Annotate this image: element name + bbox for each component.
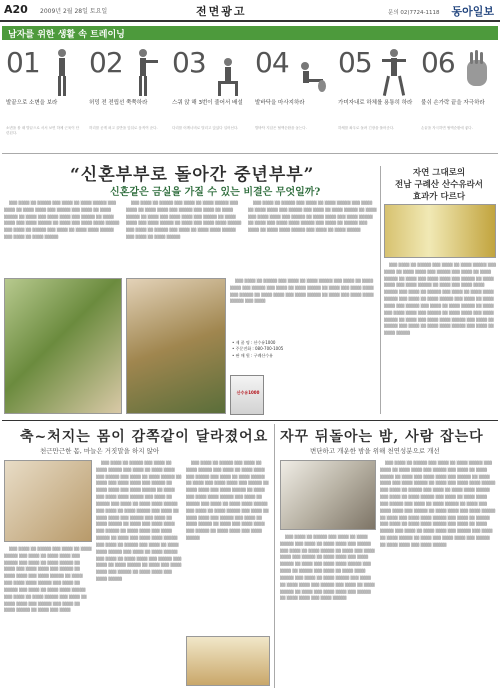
exercise-desc: 손끝을 자극하면 혈액순환에 좋다. — [421, 126, 473, 130]
ad2-body-text: ▒▒▒ ▒▒▒▒ ▒▒ ▒▒▒▒▒ ▒▒▒ ▒▒▒▒ ▒▒ ▒▒▒▒ ▒▒▒▒▒ ▒▒▒ ▒▒▒▒ ▒▒ ▒▒▒▒ ▒▒▒▒ ▒▒▒ ▒▒▒▒▒ ▒▒▒ ▒▒▒▒ ▒▒ ▒▒▒▒ ▒▒▒▒▒ ▒▒ ▒▒▒▒ ▒▒▒ ▒▒▒▒ ▒▒▒▒ ▒▒▒ ▒▒▒▒▒ ▒▒ ▒▒▒▒ ▒▒▒▒ ▒▒▒ ▒▒▒▒ ▒▒▒▒▒ ▒▒ ▒▒▒▒ ▒▒▒ ▒▒▒▒ ▒▒▒▒ ▒▒▒▒▒ ▒▒▒ ▒▒▒▒ ▒▒ ▒▒▒▒▒ ▒▒▒ ▒▒▒▒ ▒▒ ▒▒▒▒ ▒▒▒▒ ▒▒▒▒▒ ▒▒▒ ▒▒▒▒ ▒▒ ▒▒▒▒ ▒▒▒▒▒ ▒▒▒ ▒▒▒▒ ▒▒ ▒▒▒▒ ▒▒▒▒ ▒▒▒ ▒▒▒▒▒ ▒▒▒ ▒▒▒▒ ▒▒ ▒▒▒▒ ▒▒▒▒▒ ▒▒ ▒▒▒▒ ▒▒▒ ▒▒▒▒ ▒▒▒▒ ▒▒▒ ▒▒▒▒▒ ▒▒ ▒▒▒▒ ▒▒▒▒ ▒▒▒ ▒▒▒▒ ▒▒▒▒▒ ▒▒ ▒▒▒▒ ▒▒▒ ▒▒▒▒ ▒▒▒▒ ▒▒▒▒▒ ▒▒▒ ▒▒▒▒ ▒▒ ▒▒▒▒▒ ▒▒▒ ▒▒▒▒ ▒▒ ▒▒▒▒ ▒▒▒▒ ▒▒▒▒▒ ▒▒▒ ▒▒▒▒ ▒▒ ▒▒▒▒ ▒▒▒▒▒ ▒▒▒ ▒▒▒▒ ▒▒ ▒▒▒▒ ▒▒▒▒ ▒▒▒ ▒▒▒▒▒ ▒▒▒ ▒▒▒▒ ▒▒ ▒▒▒▒ ▒▒▒▒▒ ▒▒ ▒▒▒▒ ▒▒▒ ▒▒▒▒ ▒▒▒▒ ▒▒▒ ▒▒▒▒▒ ▒▒ ▒▒▒▒ ▒▒▒▒ ▒▒▒ ▒▒▒▒ ▒▒▒▒▒ — [96, 461, 182, 582]
section-title: 전면광고 — [196, 5, 247, 18]
exercise-desc: 소변을 볼 때 발끝으로 서서 보면 하체 근육이 단련된다. — [6, 126, 80, 136]
exercise-item — [2, 42, 84, 154]
ad1-side-heading — [382, 166, 496, 202]
exercise-item — [168, 42, 250, 154]
banner-title: 남자를 위한 생활 속 트레이닝 — [8, 30, 125, 40]
ad3-headline: 자꾸 뒤돌아는 밤, 사람 잡는다 — [280, 429, 484, 445]
ad3-body-text: ▒▒▒ ▒▒▒▒ ▒▒ ▒▒▒▒▒ ▒▒▒ ▒▒▒▒ ▒▒ ▒▒▒▒ ▒▒▒▒▒ ▒▒▒ ▒▒▒▒ ▒▒ ▒▒▒▒ ▒▒▒▒ ▒▒▒ ▒▒▒▒▒ ▒▒▒ ▒▒▒▒ ▒▒ ▒▒▒▒ ▒▒▒▒▒ ▒▒ ▒▒▒▒ ▒▒▒ ▒▒▒▒ ▒▒▒▒ ▒▒▒ ▒▒▒▒▒ ▒▒ ▒▒▒▒ ▒▒▒▒ ▒▒▒ ▒▒▒▒ ▒▒▒▒▒ ▒▒ ▒▒▒▒ ▒▒▒ ▒▒▒▒ ▒▒▒▒ ▒▒▒▒▒ ▒▒▒ ▒▒▒▒ ▒▒ ▒▒▒▒▒ ▒▒▒ ▒▒▒▒ ▒▒ ▒▒▒▒ ▒▒▒▒ ▒▒▒▒▒ ▒▒▒ ▒▒▒▒ ▒▒ ▒▒▒▒ ▒▒▒▒▒ ▒▒▒ ▒▒▒▒ ▒▒ ▒▒▒▒ ▒▒▒▒ ▒▒▒ ▒▒▒▒▒ ▒▒▒ ▒▒▒▒ ▒▒ ▒▒▒▒ ▒▒▒▒▒ ▒▒ ▒▒▒▒ ▒▒▒ ▒▒▒▒ ▒▒▒▒ ▒▒▒ ▒▒▒▒▒ ▒▒ ▒▒▒▒ ▒▒▒▒ ▒▒▒ ▒▒▒▒ ▒▒▒▒▒ — [280, 535, 375, 601]
page-number: A20 — [4, 3, 28, 16]
exercise-figure-icon — [46, 46, 78, 100]
exercise-item — [334, 42, 416, 154]
page-header — [0, 0, 500, 22]
exercise-desc: 허리를 곧게 펴고 골반을 앞뒤로 움직여 준다. — [89, 126, 158, 130]
exercise-number: 02 — [89, 46, 123, 79]
flower-photo — [384, 204, 496, 258]
exercise-figure-icon — [461, 46, 493, 100]
exercise-label: 허밍 전 전립선 쭉쭉하라 — [89, 100, 148, 106]
exercise-number: 05 — [338, 46, 372, 79]
ad1-side-line: 효과가 다르다 — [412, 192, 466, 202]
exercise-desc: 다리를 어깨너비로 벌리고 앉았다 일어선다. — [172, 126, 239, 130]
exercise-figure-icon — [378, 46, 410, 100]
exercise-item — [251, 42, 333, 154]
product-box — [186, 636, 270, 686]
ad1-side-line: 전남 구례산 산수유라서 — [394, 180, 484, 190]
ad2-body-text: ▒▒▒ ▒▒▒▒ ▒▒ ▒▒▒▒▒ ▒▒▒ ▒▒▒▒ ▒▒ ▒▒▒▒ ▒▒▒▒▒ ▒▒▒ ▒▒▒▒ ▒▒ ▒▒▒▒ ▒▒▒▒ ▒▒▒ ▒▒▒▒▒ ▒▒▒ ▒▒▒▒ ▒▒ ▒▒▒▒ ▒▒▒▒▒ ▒▒ ▒▒▒▒ ▒▒▒ ▒▒▒▒ ▒▒▒▒ ▒▒▒ ▒▒▒▒▒ ▒▒ ▒▒▒▒ ▒▒▒▒ ▒▒▒ ▒▒▒▒ ▒▒▒▒▒ ▒▒ ▒▒▒▒ ▒▒▒ ▒▒▒▒ ▒▒▒▒ ▒▒▒▒▒ ▒▒▒ ▒▒▒▒ ▒▒ ▒▒▒▒▒ ▒▒▒ ▒▒▒▒ ▒▒ ▒▒▒▒ ▒▒▒▒ ▒▒▒▒▒ ▒▒▒ ▒▒▒▒ ▒▒ ▒▒▒▒ ▒▒▒▒▒ ▒▒▒ ▒▒▒▒ ▒▒ ▒▒▒▒ ▒▒▒▒ ▒▒▒ ▒▒▒▒▒ ▒▒▒ ▒▒▒▒ ▒▒ ▒▒▒▒ ▒▒▒▒▒ ▒▒ ▒▒▒▒ ▒▒▒ ▒▒▒▒ ▒▒▒▒ ▒▒▒ ▒▒▒▒▒ ▒▒ ▒▒▒▒ ▒▒▒▒ ▒▒▒ ▒▒▒▒ ▒▒▒▒▒ — [186, 461, 269, 541]
exercise-label: 발바닥을 마사지하라 — [255, 100, 305, 106]
exercise-figure-icon — [212, 46, 244, 100]
product-box — [230, 375, 264, 415]
ad1-body-text: ▒▒▒ ▒▒▒▒ ▒▒ ▒▒▒▒▒ ▒▒▒ ▒▒▒▒ ▒▒ ▒▒▒▒ ▒▒▒▒▒ ▒▒▒ ▒▒▒▒ ▒▒ ▒▒▒▒ ▒▒▒▒ ▒▒▒ ▒▒▒▒▒ ▒▒▒ ▒▒▒▒ ▒▒ ▒▒▒▒ ▒▒▒▒▒ ▒▒ ▒▒▒▒ ▒▒▒ ▒▒▒▒ ▒▒▒▒ ▒▒▒ ▒▒▒▒▒ ▒▒ ▒▒▒▒ ▒▒▒▒ ▒▒▒ ▒▒▒▒ ▒▒▒▒▒ ▒▒ ▒▒▒▒ ▒▒▒ ▒▒▒▒ ▒▒▒▒ ▒▒▒▒▒ ▒▒▒ ▒▒▒▒ — [230, 279, 374, 304]
section-banner — [2, 26, 498, 40]
ad3-subheadline: 변단하고 개운한 밤을 위해 천연성분으로 개선 — [310, 447, 440, 455]
couple-photo — [126, 278, 226, 414]
ad2-body-text: ▒▒▒ ▒▒▒▒ ▒▒ ▒▒▒▒▒ ▒▒▒ ▒▒▒▒ ▒▒ ▒▒▒▒ ▒▒▒▒▒ ▒▒▒ ▒▒▒▒ ▒▒ ▒▒▒▒ ▒▒▒▒ ▒▒▒ ▒▒▒▒▒ ▒▒▒ ▒▒▒▒ ▒▒ ▒▒▒▒ ▒▒▒▒▒ ▒▒ ▒▒▒▒ ▒▒▒ ▒▒▒▒ ▒▒▒▒ ▒▒▒ ▒▒▒▒▒ ▒▒ ▒▒▒▒ ▒▒▒▒ ▒▒▒ ▒▒▒▒ ▒▒▒▒▒ ▒▒ ▒▒▒▒ ▒▒▒ ▒▒▒▒ ▒▒▒▒ ▒▒▒▒▒ ▒▒▒ ▒▒▒▒ ▒▒ ▒▒▒▒▒ ▒▒▒ ▒▒▒▒ ▒▒ ▒▒▒▒ ▒▒▒▒ ▒▒▒▒▒ ▒▒▒ ▒▒▒▒ ▒▒ ▒▒▒▒ ▒▒▒▒▒ ▒▒▒ ▒▒▒▒ ▒▒ ▒▒▒▒ ▒▒▒▒ ▒▒▒ ▒▒▒▒▒ ▒▒▒ ▒▒▒▒ ▒▒ ▒▒▒▒ ▒▒▒▒▒ ▒▒ ▒▒▒▒ ▒▒▒ ▒▒▒▒ — [4, 547, 92, 613]
exercise-desc: 하체를 좌우로 돌려 긴장을 풀어준다. — [338, 126, 395, 130]
exercise-label: 스쿼 앉 해 3번이 줄어서 배설 — [172, 100, 243, 106]
exercise-label: 가미자내로 하체를 용통히 하라 — [338, 100, 413, 106]
exercise-number: 06 — [421, 46, 455, 79]
ad1-subheadline: 신혼같은 금실을 가질 수 있는 비결은 무엇일까? — [110, 187, 321, 198]
ad1-body-text: ▒▒▒ ▒▒▒▒ ▒▒ ▒▒▒▒▒ ▒▒▒ ▒▒▒▒ ▒▒ ▒▒▒▒ ▒▒▒▒▒ ▒▒▒ ▒▒▒▒ ▒▒ ▒▒▒▒ ▒▒▒▒ ▒▒▒ ▒▒▒▒▒ ▒▒▒ ▒▒▒▒ ▒▒ ▒▒▒▒ ▒▒▒▒▒ ▒▒ ▒▒▒▒ ▒▒▒ ▒▒▒▒ ▒▒▒▒ ▒▒▒ ▒▒▒▒▒ ▒▒ ▒▒▒▒ ▒▒▒▒ ▒▒▒ ▒▒▒▒ ▒▒▒▒▒ ▒▒ ▒▒▒▒ ▒▒▒ ▒▒▒▒ ▒▒▒▒ ▒▒▒▒▒ ▒▒▒ ▒▒▒▒ ▒▒ ▒▒▒▒▒ ▒▒▒ ▒▒▒▒ ▒▒ ▒▒▒▒ ▒▒▒▒ ▒▒▒▒▒ ▒▒▒ ▒▒▒▒ ▒▒ ▒▒▒▒ ▒▒▒▒▒ — [248, 201, 377, 233]
ad3-body-text: ▒▒▒ ▒▒▒▒ ▒▒ ▒▒▒▒▒ ▒▒▒ ▒▒▒▒ ▒▒ ▒▒▒▒ ▒▒▒▒▒ ▒▒▒ ▒▒▒▒ ▒▒ ▒▒▒▒ ▒▒▒▒ ▒▒▒ ▒▒▒▒▒ ▒▒▒ ▒▒▒▒ ▒▒ ▒▒▒▒ ▒▒▒▒▒ ▒▒ ▒▒▒▒ ▒▒▒ ▒▒▒▒ ▒▒▒▒ ▒▒▒ ▒▒▒▒▒ ▒▒ ▒▒▒▒ ▒▒▒▒ ▒▒▒ ▒▒▒▒ ▒▒▒▒▒ ▒▒ ▒▒▒▒ ▒▒▒ ▒▒▒▒ ▒▒▒▒ ▒▒▒▒▒ ▒▒▒ ▒▒▒▒ ▒▒ ▒▒▒▒▒ ▒▒▒ ▒▒▒▒ ▒▒ ▒▒▒▒ ▒▒▒▒ ▒▒▒▒▒ ▒▒▒ ▒▒▒▒ ▒▒ ▒▒▒▒ ▒▒▒▒▒ ▒▒▒ ▒▒▒▒ ▒▒ ▒▒▒▒ ▒▒▒▒ ▒▒▒ ▒▒▒▒▒ ▒▒▒ ▒▒▒▒ ▒▒ ▒▒▒▒ ▒▒▒▒▒ ▒▒ ▒▒▒▒ ▒▒▒ ▒▒▒▒ ▒▒▒▒ ▒▒▒ ▒▒▒▒▒ ▒▒ ▒▒▒▒ ▒▒▒▒ ▒▒▒ ▒▒▒▒ ▒▒▒▒▒ ▒▒ ▒▒▒▒ ▒▒▒ ▒▒▒▒ ▒▒▒▒ ▒▒▒▒▒ ▒▒▒ ▒▒▒▒ ▒▒ ▒▒▒▒▒ ▒▒▒ ▒▒▒▒ ▒▒ ▒▒▒▒ ▒▒▒▒ ▒▒▒▒▒ ▒▒▒ ▒▒▒▒ ▒▒ ▒▒▒▒ ▒▒▒▒▒ ▒▒▒ ▒▒▒▒ ▒▒ ▒▒▒▒ ▒▒▒▒ ▒▒▒ ▒▒▒▒▒ ▒▒▒ ▒▒▒▒ ▒▒ ▒▒▒▒ ▒▒▒▒▒ ▒▒ ▒▒▒▒ ▒▒▒ ▒▒▒▒ ▒▒▒▒ ▒▒▒ ▒▒▒▒▒ ▒▒ ▒▒▒▒ ▒▒▒▒ ▒▒▒ ▒▒▒▒ ▒▒▒▒▒ — [380, 461, 496, 547]
exercise-figure-icon — [295, 46, 327, 100]
ad1-side-line: 자연 그대로의 — [412, 168, 466, 178]
couple-photo — [4, 278, 122, 414]
section-divider — [2, 420, 498, 421]
column-divider — [380, 166, 381, 414]
ad1-side-text: ▒▒▒ ▒▒▒▒ ▒▒ ▒▒▒▒▒ ▒▒▒ ▒▒▒▒ ▒▒ ▒▒▒▒ ▒▒▒▒▒ ▒▒▒ ▒▒▒▒ ▒▒ ▒▒▒▒ ▒▒▒▒ ▒▒▒ ▒▒▒▒▒ ▒▒▒ ▒▒▒▒ ▒▒ ▒▒▒▒ ▒▒▒▒▒ ▒▒ ▒▒▒▒ ▒▒▒ ▒▒▒▒ ▒▒▒▒ ▒▒▒ ▒▒▒▒▒ ▒▒ ▒▒▒▒ ▒▒▒▒ ▒▒▒ ▒▒▒▒ ▒▒▒▒▒ ▒▒ ▒▒▒▒ ▒▒▒ ▒▒▒▒ ▒▒▒▒ ▒▒▒▒▒ ▒▒▒ ▒▒▒▒ ▒▒ ▒▒▒▒▒ ▒▒▒ ▒▒▒▒ ▒▒ ▒▒▒▒ ▒▒▒▒ ▒▒▒▒▒ ▒▒▒ ▒▒▒▒ ▒▒ ▒▒▒▒ ▒▒▒▒▒ ▒▒▒ ▒▒▒▒ ▒▒ ▒▒▒▒ ▒▒▒▒ ▒▒▒ ▒▒▒▒▒ ▒▒▒ ▒▒▒▒ ▒▒ ▒▒▒▒ ▒▒▒▒▒ ▒▒ ▒▒▒▒ ▒▒▒ ▒▒▒▒ ▒▒▒▒ ▒▒▒ ▒▒▒▒▒ ▒▒ ▒▒▒▒ ▒▒▒▒ ▒▒▒ ▒▒▒▒ ▒▒▒▒▒ ▒▒ ▒▒▒▒ ▒▒▒ ▒▒▒▒ ▒▒▒▒ ▒▒▒▒▒ ▒▒▒ ▒▒▒▒ ▒▒ ▒▒▒▒▒ ▒▒▒ ▒▒▒▒ ▒▒ ▒▒▒▒ ▒▒▒▒ ▒▒▒▒▒ ▒▒▒ ▒▒▒▒ ▒▒ ▒▒▒▒ ▒▒▒▒▒ — [384, 263, 496, 336]
exercise-desc: 발바닥 지압은 혈액순환을 돕는다. — [255, 126, 307, 130]
ad1-body-text: ▒▒▒ ▒▒▒▒ ▒▒ ▒▒▒▒▒ ▒▒▒ ▒▒▒▒ ▒▒ ▒▒▒▒ ▒▒▒▒▒ ▒▒▒ ▒▒▒▒ ▒▒ ▒▒▒▒ ▒▒▒▒ ▒▒▒ ▒▒▒▒▒ ▒▒▒ ▒▒▒▒ ▒▒ ▒▒▒▒ ▒▒▒▒▒ ▒▒ ▒▒▒▒ ▒▒▒ ▒▒▒▒ ▒▒▒▒ ▒▒▒ ▒▒▒▒▒ ▒▒ ▒▒▒▒ ▒▒▒▒ ▒▒▒ ▒▒▒▒ ▒▒▒▒▒ ▒▒ ▒▒▒▒ ▒▒▒ ▒▒▒▒ ▒▒▒▒ ▒▒▒▒▒ ▒▒▒ ▒▒▒▒ ▒▒ ▒▒▒▒▒ ▒▒▒ ▒▒▒▒ ▒▒ ▒▒▒▒ ▒▒▒▒ ▒▒▒▒▒ ▒▒▒ ▒▒▒▒ ▒▒ ▒▒▒▒ ▒▒▒▒▒ — [126, 201, 242, 240]
exercise-number: 04 — [255, 46, 289, 79]
exercise-item — [417, 42, 499, 154]
ad1-headline: “신혼부부로 돌아간 중년부부” — [70, 165, 315, 185]
exercise-label: 불쉬 손가락 끝을 자극하라 — [421, 100, 485, 106]
exercise-item — [85, 42, 167, 154]
exercise-number: 03 — [172, 46, 206, 79]
exercise-number: 01 — [6, 46, 40, 79]
man-photo — [280, 460, 376, 530]
issue-date: 2009년 2월 28일 토요일 — [40, 8, 108, 15]
ad1-contact-info: • 제 품 명 : 산수유1000 • 주문전화 : 080-700-1005 • 판 매 원 : 구례산수유 — [232, 340, 284, 358]
exercise-strip — [2, 42, 498, 154]
column-divider — [274, 424, 275, 688]
newspaper-logo: 동아일보 — [451, 5, 494, 18]
ad1-body-text: ▒▒▒ ▒▒▒▒ ▒▒ ▒▒▒▒▒ ▒▒▒ ▒▒▒▒ ▒▒ ▒▒▒▒ ▒▒▒▒▒ ▒▒▒ ▒▒▒▒ ▒▒ ▒▒▒▒ ▒▒▒▒ ▒▒▒ ▒▒▒▒▒ ▒▒▒ ▒▒▒▒ ▒▒ ▒▒▒▒ ▒▒▒▒▒ ▒▒ ▒▒▒▒ ▒▒▒ ▒▒▒▒ ▒▒▒▒ ▒▒▒ ▒▒▒▒▒ ▒▒ ▒▒▒▒ ▒▒▒▒ ▒▒▒ ▒▒▒▒ ▒▒▒▒▒ ▒▒ ▒▒▒▒ ▒▒▒ ▒▒▒▒ ▒▒▒▒ ▒▒▒▒▒ ▒▒▒ ▒▒▒▒ ▒▒ ▒▒▒▒▒ ▒▒▒ ▒▒▒▒ ▒▒ ▒▒▒▒ ▒▒▒▒ ▒▒▒▒▒ ▒▒▒ ▒▒▒▒ ▒▒ ▒▒▒▒ ▒▒▒▒▒ — [4, 201, 120, 240]
exercise-figure-icon — [129, 46, 161, 100]
ad2-headline: 축~처지는 몸이 감쪽같이 달라졌어요 — [20, 429, 269, 445]
woman-photo — [4, 460, 92, 542]
ad-contact: 문의 02)7724-1118 — [388, 10, 440, 16]
exercise-label: 발끝으로 소변을 보라 — [6, 100, 58, 106]
product-name: 산수유1000 — [236, 390, 260, 395]
ad2-subheadline: 천근만근한 몸, 마늘은 거짓말을 하지 않아 — [40, 447, 160, 455]
